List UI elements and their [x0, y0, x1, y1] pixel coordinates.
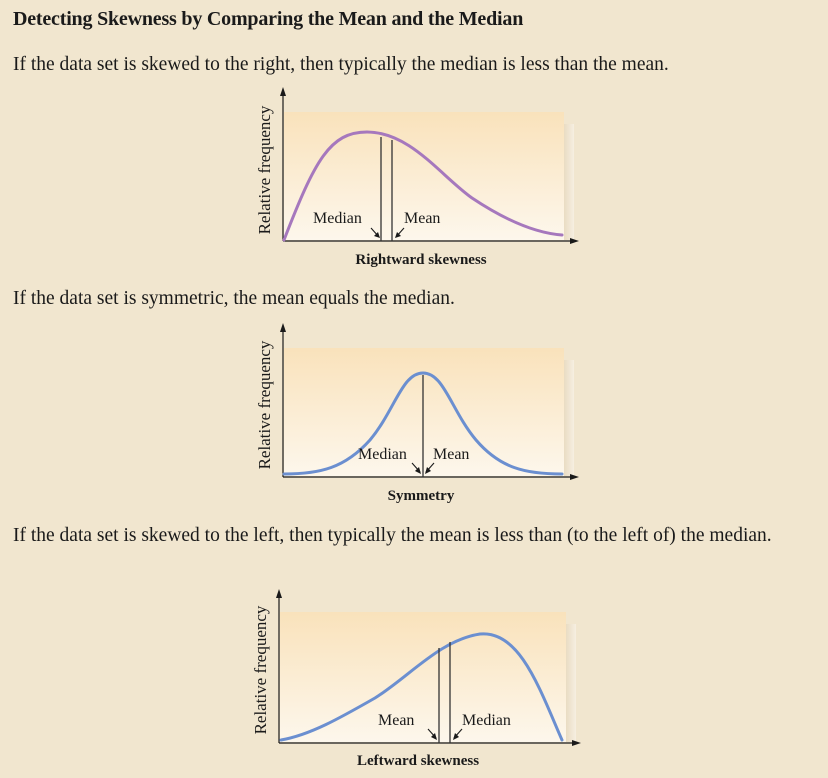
- figure-right-skew: [0, 85, 828, 285]
- median-label: Median: [358, 446, 407, 463]
- median-label: Median: [313, 210, 362, 227]
- plot-shadow: [564, 124, 574, 240]
- x-axis-arrow: [570, 474, 579, 480]
- y-axis-arrow: [276, 589, 282, 598]
- plot-area: [280, 612, 566, 742]
- figure-caption: Leftward skewness: [356, 753, 480, 769]
- plot-area: [284, 348, 564, 476]
- mean-label: Mean: [433, 446, 470, 463]
- mean-label: Mean: [404, 210, 441, 227]
- y-axis-label: Relative frequency: [251, 605, 270, 735]
- median-label: Median: [462, 712, 511, 729]
- figure-caption: Symmetry: [387, 488, 455, 504]
- paragraph-symmetric: If the data set is symmetric, the mean equals the median.: [13, 288, 455, 309]
- x-axis-arrow: [572, 740, 581, 746]
- mean-label: Mean: [378, 712, 415, 729]
- paragraph-left-skew: If the data set is skewed to the left, then typically the mean is less than (to the left of) the median.: [13, 525, 772, 546]
- figure-caption: Rightward skewness: [355, 252, 487, 268]
- figure-left-skew: [0, 585, 828, 775]
- x-axis-arrow: [570, 238, 579, 244]
- y-axis-arrow: [280, 323, 286, 332]
- plot-shadow: [566, 624, 576, 742]
- section-heading: Detecting Skewness by Comparing the Mean and the Median: [13, 8, 524, 30]
- y-axis-label: Relative frequency: [255, 340, 274, 470]
- y-axis-arrow: [280, 87, 286, 96]
- plot-shadow: [564, 360, 574, 476]
- figure-symmetry: [0, 320, 828, 510]
- paragraph-right-skew: If the data set is skewed to the right, then typically the median is less than the mean.: [13, 54, 669, 75]
- y-axis-label: Relative frequency: [255, 105, 274, 235]
